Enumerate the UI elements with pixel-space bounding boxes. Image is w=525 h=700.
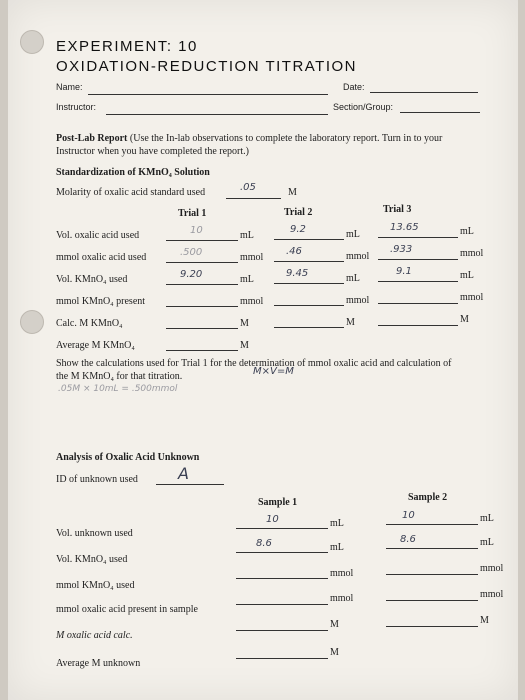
trial-1-mmol-kmno4-field[interactable]: [166, 306, 238, 307]
worksheet-page: [8, 0, 518, 700]
sample-1-kmno4: 8.6: [256, 538, 272, 549]
trial-3-calc-m-field[interactable]: [378, 325, 458, 326]
row-vol-kmno4-label: Vol. KMnO₄ used: [56, 274, 128, 285]
trial-3-unit: mL: [460, 270, 474, 281]
trial-1-mmol-oxalic-field[interactable]: [166, 262, 238, 263]
trial-2-unit: mmol: [346, 295, 370, 306]
molarity-unit: M: [288, 187, 297, 198]
sample-1-mmol-oxalic-field[interactable]: [236, 604, 328, 605]
trial-3-header: Trial 3: [383, 204, 412, 215]
post-lab-instructions-line2: Instructor when you have completed the report.): [56, 146, 249, 157]
molarity-value: .05: [240, 182, 256, 193]
name-field[interactable]: [88, 94, 328, 95]
trial-1-vol-oxalic: 10: [190, 225, 203, 236]
trial-1-vol-kmno4-field[interactable]: [166, 284, 238, 285]
instructor-field[interactable]: [106, 114, 328, 115]
instructor-label: Instructor:: [56, 102, 97, 112]
sample-2-unit: mmol: [480, 563, 504, 574]
trial-1-unit: mmol: [240, 252, 264, 263]
trial-1-header: Trial 1: [178, 208, 207, 219]
sample-2-vol: 10: [402, 510, 415, 521]
show-calc-line1: Show the calculations used for Trial 1 for the determination of mmol oxalic acid and calculation of: [56, 358, 452, 369]
trial-3-unit: M: [460, 314, 469, 325]
trial-1-unit: M: [240, 318, 249, 329]
row-calc-m-kmno4-label: Calc. M KMnO₄: [56, 318, 123, 329]
trial-2-vol-kmno4-field[interactable]: [274, 283, 344, 284]
sample-1-vol-field[interactable]: [236, 528, 328, 529]
sample-2-kmno4: 8.6: [400, 534, 416, 545]
sample-2-mmol-kmno4-field[interactable]: [386, 574, 478, 575]
unknown-kmno4-label: Vol. KMnO₄ used: [56, 554, 128, 565]
row-mmol-kmno4-label: mmol KMnO₄ present: [56, 296, 146, 307]
sample-1-unit: mmol: [330, 568, 354, 579]
section-label: Section/Group:: [333, 102, 394, 112]
sample-2-unit: mmol: [480, 589, 504, 600]
sample-2-unit: M: [480, 615, 489, 626]
trial-1-mmol-oxalic: .500: [180, 247, 203, 258]
show-calc-line2: the M KMnO₄ for that titration.: [56, 371, 183, 382]
sample-1-vol: 10: [266, 514, 279, 525]
trial-1-calc-m-field[interactable]: [166, 328, 238, 329]
post-lab-heading: Post-Lab Report: [56, 133, 128, 144]
sample-1-unit: mL: [330, 542, 344, 553]
sample-2-vol-field[interactable]: [386, 524, 478, 525]
trial-3-vol-oxalic-field[interactable]: [378, 237, 458, 238]
trial-2-vol-oxalic: 9.2: [290, 224, 306, 235]
trial-2-header: Trial 2: [284, 207, 313, 218]
row-mmol-oxalic-label: mmol oxalic acid used: [56, 252, 147, 263]
binder-hole: [20, 30, 44, 54]
binder-hole: [20, 310, 44, 334]
row-vol-oxalic-label: Vol. oxalic acid used: [56, 230, 140, 241]
unknown-vol-label: Vol. unknown used: [56, 528, 133, 539]
unknown-id-value: A: [178, 464, 189, 483]
sample-1-m-oxalic-field[interactable]: [236, 630, 328, 631]
average-m-kmno4-unit: M: [240, 340, 249, 351]
post-lab-instructions: [56, 133, 442, 144]
unknown-mmol-oxalic-label: mmol oxalic acid present in sample: [56, 604, 198, 615]
trial-2-mmol-oxalic: .46: [286, 246, 302, 257]
experiment-title: EXPERIMENT: 10: [56, 38, 198, 55]
handwritten-calculation: .05M × 10mL = .500mmol: [58, 384, 178, 394]
trial-2-vol-oxalic-field[interactable]: [274, 239, 344, 240]
trial-3-mmol-oxalic: .933: [390, 244, 413, 255]
sample-1-unit: mmol: [330, 593, 354, 604]
standardization-heading: Standardization of KMnO₄ Solution: [56, 167, 210, 178]
unknown-id-field[interactable]: [156, 484, 224, 485]
trial-1-unit: mL: [240, 230, 254, 241]
sample-2-unit: mL: [480, 537, 494, 548]
average-m-kmno4-label: Average M KMnO₄: [56, 340, 135, 351]
name-label: Name:: [56, 82, 83, 92]
sample-1-kmno4-field[interactable]: [236, 552, 328, 553]
section-field[interactable]: [400, 112, 480, 113]
handwritten-formula: M×V=M: [253, 366, 294, 377]
date-label: Date:: [343, 82, 365, 92]
trial-1-unit: mL: [240, 274, 254, 285]
trial-3-mmol-kmno4-field[interactable]: [378, 303, 458, 304]
sample-2-header: Sample 2: [408, 492, 448, 503]
sample-2-m-oxalic-field[interactable]: [386, 626, 478, 627]
trial-3-unit: mL: [460, 226, 474, 237]
trial-1-vol-oxalic-field[interactable]: [166, 240, 238, 241]
sample-2-unit: mL: [480, 513, 494, 524]
trial-2-mmol-oxalic-field[interactable]: [274, 261, 344, 262]
unknown-heading: Analysis of Oxalic Acid Unknown: [56, 452, 200, 463]
trial-3-unit: mmol: [460, 292, 484, 303]
trial-2-unit: mL: [346, 273, 360, 284]
sample-1-unit: mL: [330, 518, 344, 529]
molarity-field[interactable]: [226, 198, 281, 199]
experiment-subtitle: OXIDATION-REDUCTION TITRATION: [56, 58, 357, 75]
trial-3-mmol-oxalic-field[interactable]: [378, 259, 458, 260]
trial-3-vol-oxalic: 13.65: [390, 222, 419, 233]
post-lab-instructions-line1: (Use the In-lab observations to complete the laboratory report. Turn in to your: [129, 133, 443, 144]
unknown-id-label: ID of unknown used: [56, 474, 138, 485]
trial-3-vol-kmno4-field[interactable]: [378, 281, 458, 282]
average-m-kmno4-field[interactable]: [166, 350, 238, 351]
unknown-m-oxalic-label: M oxalic acid calc.: [56, 630, 133, 641]
molarity-label: Molarity of oxalic acid standard used: [56, 187, 206, 198]
unknown-mmol-kmno4-label: mmol KMnO₄ used: [56, 580, 135, 591]
trial-1-unit: mmol: [240, 296, 264, 307]
sample-1-header: Sample 1: [258, 497, 298, 508]
average-m-unknown-field[interactable]: [236, 658, 328, 659]
trial-2-calc-m-field[interactable]: [274, 327, 344, 328]
trial-3-unit: mmol: [460, 248, 484, 259]
trial-2-unit: M: [346, 317, 355, 328]
average-m-unknown-unit: M: [330, 647, 339, 658]
trial-2-vol-kmno4: 9.45: [286, 268, 309, 279]
trial-2-unit: mmol: [346, 251, 370, 262]
average-m-unknown-label: Average M unknown: [56, 658, 141, 669]
trial-2-unit: mL: [346, 229, 360, 240]
sample-2-kmno4-field[interactable]: [386, 548, 478, 549]
sample-1-unit: M: [330, 619, 339, 630]
trial-2-mmol-kmno4-field[interactable]: [274, 305, 344, 306]
date-field[interactable]: [370, 92, 478, 93]
trial-3-vol-kmno4: 9.1: [396, 266, 412, 277]
sample-2-mmol-oxalic-field[interactable]: [386, 600, 478, 601]
trial-1-vol-kmno4: 9.20: [180, 269, 203, 280]
sample-1-mmol-kmno4-field[interactable]: [236, 578, 328, 579]
